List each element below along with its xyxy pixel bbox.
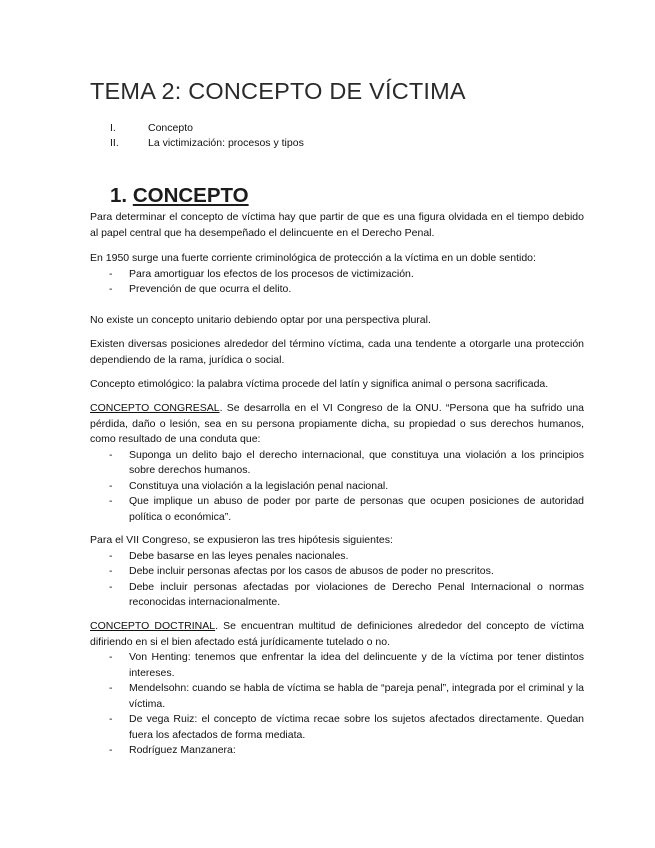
toc-number: I. — [110, 122, 116, 134]
dash-bullet: - — [109, 448, 113, 461]
list-item — [90, 650, 584, 681]
dash-bullet: - — [109, 495, 113, 507]
list-item — [90, 267, 584, 283]
list-item — [90, 448, 584, 479]
dash-bullet: - — [109, 580, 113, 593]
paragraph-doctrinal — [90, 619, 584, 759]
list-item-text: Debe incluir personas afectadas por violaciones de Derecho Penal Internacional o normas reconocidas internacionalmente. — [129, 580, 584, 608]
dash-bullet: - — [109, 744, 113, 756]
list-item-text: Mendelsohn: cuando se habla de víctima se habla de “pareja penal”, integrada por el criminal y la víctima. — [129, 682, 584, 710]
paragraph-vii-congreso — [90, 533, 584, 611]
list-item-text: Debe incluir personas afectas por los casos de abusos de poder no prescritos. — [129, 565, 494, 577]
list-item — [90, 479, 584, 495]
list-item — [90, 494, 584, 525]
dash-bullet: - — [109, 682, 113, 694]
toc-text: La victimización: procesos y tipos — [148, 137, 304, 149]
concept-label: CONCEPTO DOCTRINAL — [90, 620, 216, 632]
paragraph-text: Para el VII Congreso, se expusieron las tres hipótesis siguientes: — [90, 534, 393, 546]
list-item — [90, 580, 584, 611]
paragraph-etimologico — [90, 377, 584, 393]
toc-item — [110, 136, 304, 151]
list-item-text: Von Henting: tenemos que enfrentar la idea del delincuente y de la víctima por tener distintos intereses. — [129, 651, 584, 679]
bullet-list — [90, 549, 584, 611]
list-item-text: Prevención de que ocurra el delito. — [129, 283, 292, 295]
list-item-text: De vega Ruiz: el concepto de víctima recae sobre los sujetos afectados directamente. Quedan fuera los afectados de forma mediata. — [129, 713, 584, 741]
paragraph-text: No existe un concepto unitario debiendo optar por una perspectiva plural. — [90, 314, 431, 326]
paragraph-text: En 1950 surge una fuerte corriente criminológica de protección a la víctima en un doble sentido: — [90, 252, 536, 264]
list-item — [90, 681, 584, 712]
concept-text: . Se encuentran multitud de definiciones alrededor del concepto de víctima difiriendo en si el bien afectado está jurídicamente tutelado o no. — [90, 620, 585, 648]
dash-bullet: - — [109, 713, 113, 725]
dash-bullet: - — [109, 651, 113, 663]
list-item-text: Constituya una violación a la legislación penal nacional. — [129, 479, 389, 492]
paragraph-posiciones — [90, 337, 584, 368]
paragraph-text: Concepto etimológico: la palabra víctima procede del latín y significa animal o persona sacrificada. — [90, 378, 549, 390]
paragraph-text: Para determinar el concepto de víctima hay que partir de que es una figura olvidada en el tiempo debido al papel central que ha desempeñado el delincuente en el Derecho Penal. — [90, 211, 584, 239]
list-item-text: Para amortiguar los efectos de los procesos de victimización. — [129, 267, 414, 280]
concept-text: . Se desarrolla en el VI Congreso de la ONU. “Persona que ha sufrido una pérdida, daño o lesión, sea en su persona propiamente dicha, su propiedad o sus derechos humanos, como resultado de una conduta que: — [90, 402, 584, 445]
paragraph-1950 — [90, 251, 584, 298]
bullet-list — [90, 448, 584, 526]
list-item-text: Rodríguez Manzanera: — [129, 744, 236, 756]
toc-text: Concepto — [148, 122, 193, 134]
dash-bullet: - — [109, 479, 113, 492]
paragraph-text — [90, 619, 584, 650]
dash-bullet: - — [109, 267, 113, 280]
dash-bullet: - — [109, 283, 113, 295]
section-title: CONCEPTO — [132, 184, 249, 207]
paragraph-text: Existen diversas posiciones alrededor del término víctima, cada una tendente a otorgarle una protección dependiendo de la rama, jurídica o social. — [90, 338, 584, 366]
list-item — [90, 282, 584, 298]
dash-bullet: - — [109, 565, 113, 577]
list-item — [90, 712, 584, 743]
toc-number: II. — [110, 137, 119, 149]
paragraph-no-unitario — [90, 313, 584, 329]
bullet-list — [90, 650, 584, 759]
concept-label: CONCEPTO CONGRESAL — [90, 402, 220, 414]
page-title: TEMA 2: CONCEPTO DE VÍCTIMA — [90, 78, 466, 104]
bullet-list — [90, 267, 584, 298]
list-item — [90, 743, 584, 759]
list-item — [90, 549, 584, 565]
list-item-text: Suponga un delito bajo el derecho internacional, que constituya una violación a los principios sobre derechos humanos. — [129, 448, 584, 476]
list-item — [90, 564, 584, 580]
section-heading — [110, 184, 249, 208]
dash-bullet: - — [109, 549, 113, 562]
list-item-text: Debe basarse en las leyes penales nacionales. — [129, 549, 349, 562]
list-item-text: Que implique un abuso de poder por parte de personas que ocupen posiciones de autoridad política o económica”. — [129, 495, 584, 523]
toc-item — [110, 121, 304, 136]
paragraph-intro — [90, 210, 584, 241]
table-of-contents — [110, 121, 304, 151]
section-number: 1. — [110, 184, 128, 207]
paragraph-text — [90, 401, 584, 448]
paragraph-congresal — [90, 401, 584, 525]
